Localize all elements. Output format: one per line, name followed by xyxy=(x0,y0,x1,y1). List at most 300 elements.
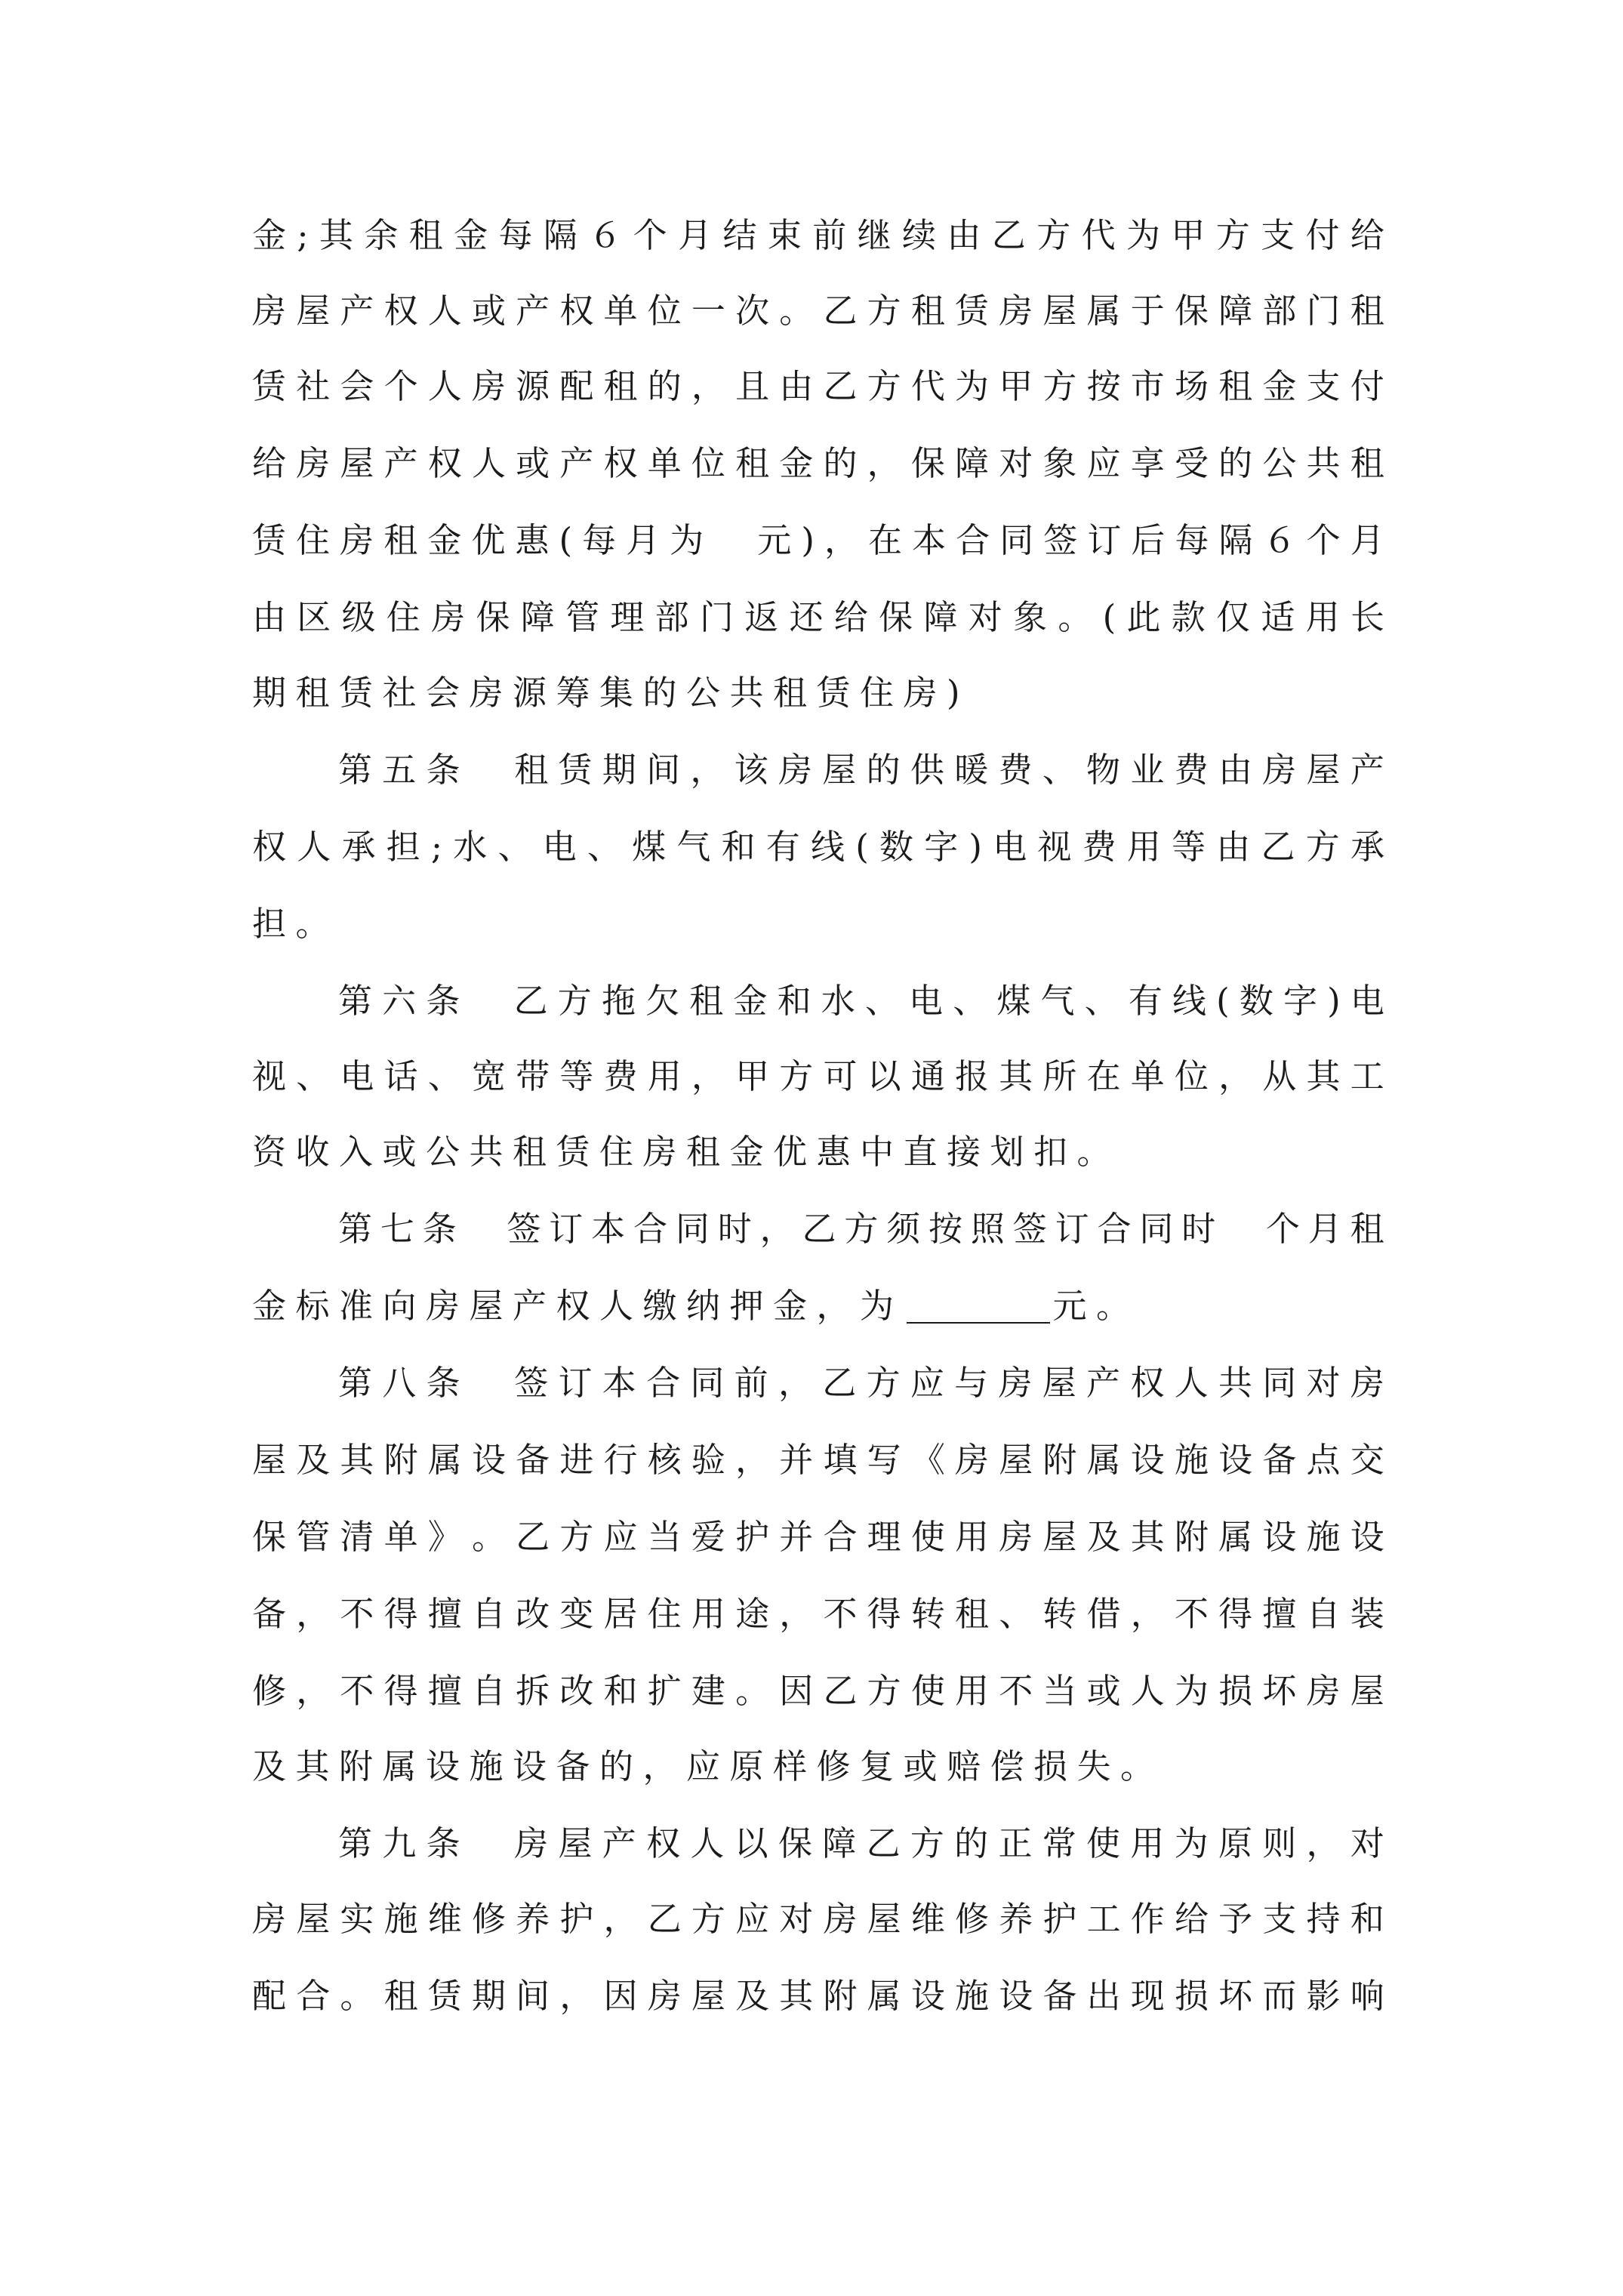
glyph: 房 xyxy=(998,1363,1033,1403)
glyph: 条 xyxy=(426,1823,460,1863)
glyph: 乙 xyxy=(802,1209,836,1249)
glyph: 门 xyxy=(699,597,734,637)
glyph: 保 xyxy=(476,597,510,637)
glyph: 改 xyxy=(559,1671,594,1711)
glyph: 同 xyxy=(690,1363,725,1403)
glyph: 及 xyxy=(1086,1517,1121,1557)
glyph: 给 xyxy=(1350,215,1384,255)
glyph: 款 xyxy=(1171,597,1206,637)
glyph: 房 xyxy=(1262,750,1297,790)
glyph: 气 xyxy=(1040,981,1075,1021)
text-line xyxy=(252,1052,1384,1101)
text-line xyxy=(252,439,1384,488)
glyph: 支 xyxy=(1262,1899,1297,1939)
glyph: 会 xyxy=(340,366,374,406)
glyph: 屋 xyxy=(1042,1517,1077,1557)
glyph: ) xyxy=(801,520,815,560)
glyph: 本 xyxy=(591,1209,626,1249)
glyph: 付 xyxy=(1350,366,1384,406)
text-segment: 担。 xyxy=(252,904,340,944)
glyph: 进 xyxy=(559,1440,594,1480)
glyph: 拖 xyxy=(601,981,636,1021)
text-line xyxy=(252,823,1384,871)
glyph: 。 xyxy=(1058,597,1092,637)
glyph: 产 xyxy=(1086,1363,1121,1403)
glyph: 以 xyxy=(867,1056,901,1096)
glyph: 不 xyxy=(340,1594,374,1634)
glyph: 和 xyxy=(777,981,812,1021)
glyph: 租 xyxy=(1218,366,1253,406)
glyph: 气 xyxy=(676,827,711,867)
glyph: 建 xyxy=(691,1671,725,1711)
glyph: 费 xyxy=(1082,827,1116,867)
glyph: 合 xyxy=(646,1363,681,1403)
glyph: 共 xyxy=(1218,1363,1252,1403)
glyph: 租 xyxy=(603,366,638,406)
glyph: 后 xyxy=(1131,520,1166,560)
glyph: 屋 xyxy=(691,1976,725,2016)
glyph: 对 xyxy=(779,1899,814,1939)
glyph: 。 xyxy=(735,1671,770,1711)
glyph: 人 xyxy=(297,827,331,867)
glyph: 每 xyxy=(582,520,617,560)
glyph: 、 xyxy=(497,827,532,867)
glyph: 有 xyxy=(1128,981,1163,1021)
glyph xyxy=(470,1359,504,1407)
glyph: 住 xyxy=(647,1594,682,1634)
glyph: 属 xyxy=(427,1440,462,1480)
glyph: 共 xyxy=(1306,443,1341,483)
glyph: 其 xyxy=(779,1976,814,2016)
glyph: 房 xyxy=(296,443,331,483)
glyph: 的 xyxy=(954,1823,989,1863)
glyph: 单 xyxy=(603,291,638,331)
glyph: ( xyxy=(1216,981,1230,1021)
glyph: 由 xyxy=(779,366,814,406)
glyph: 条 xyxy=(426,750,460,790)
glyph: 正 xyxy=(998,1823,1033,1863)
glyph: 障 xyxy=(520,597,555,637)
glyph: 租 xyxy=(689,981,724,1021)
glyph: 方 xyxy=(691,1899,725,1939)
glyph: 的 xyxy=(823,443,858,483)
glyph: 的 xyxy=(1218,443,1253,483)
glyph: 乙 xyxy=(823,1671,858,1711)
text-line xyxy=(252,1895,1384,1943)
glyph: 予 xyxy=(1218,1899,1253,1939)
glyph: 方 xyxy=(844,1209,879,1249)
glyph: 方 xyxy=(910,1823,944,1863)
glyph: 屋 xyxy=(1042,1363,1076,1403)
glyph: 乙 xyxy=(513,981,548,1021)
glyph: 房 xyxy=(647,1976,682,2016)
glyph: 线 xyxy=(1172,981,1206,1021)
glyph: 场 xyxy=(1174,366,1209,406)
glyph: 支 xyxy=(1306,366,1341,406)
glyph: 或 xyxy=(516,443,550,483)
glyph: 屋 xyxy=(252,1440,287,1480)
glyph: 象 xyxy=(1013,597,1048,637)
glyph: 变 xyxy=(559,1594,594,1634)
glyph: 常 xyxy=(1042,1823,1076,1863)
glyph: 签 xyxy=(1012,1209,1047,1249)
glyph: 行 xyxy=(603,1440,638,1480)
glyph: 部 xyxy=(1262,291,1297,331)
glyph: 个 xyxy=(1265,1209,1300,1249)
glyph: 照 xyxy=(970,1209,1005,1249)
glyph: 屋 xyxy=(296,291,331,331)
glyph: 住 xyxy=(386,597,420,637)
glyph: 。 xyxy=(779,291,814,331)
glyph: 对 xyxy=(999,443,1033,483)
glyph: 房 xyxy=(514,1823,549,1863)
glyph: 对 xyxy=(968,597,1002,637)
text-line xyxy=(338,977,1384,1025)
glyph: 还 xyxy=(789,597,824,637)
glyph: 。 xyxy=(340,1976,374,2016)
glyph: 护 xyxy=(559,1899,594,1939)
glyph: 损 xyxy=(1174,1976,1209,2016)
glyph: 权 xyxy=(603,443,638,483)
glyph: 其 xyxy=(319,215,353,255)
glyph: 电 xyxy=(340,1056,374,1096)
glyph: 本 xyxy=(602,1363,636,1403)
glyph: 坏 xyxy=(1262,1671,1297,1711)
glyph: 房 xyxy=(999,1517,1033,1557)
text-segment: 元。 xyxy=(1052,1286,1140,1326)
glyph: ， xyxy=(824,520,858,560)
glyph: 产 xyxy=(602,1823,636,1863)
glyph: 房 xyxy=(340,520,374,560)
glyph: 属 xyxy=(867,1976,901,2016)
glyph: 其 xyxy=(340,1440,374,1480)
glyph: 水 xyxy=(453,827,488,867)
text-line xyxy=(252,900,1384,948)
glyph: 欠 xyxy=(645,981,680,1021)
glyph: 用 xyxy=(647,1056,682,1096)
glyph: 方 xyxy=(866,1363,901,1403)
glyph: 为 xyxy=(1126,215,1160,255)
glyph: 权 xyxy=(252,827,287,867)
glyph: 该 xyxy=(734,750,768,790)
glyph: 暖 xyxy=(954,750,989,790)
glyph: 代 xyxy=(910,366,945,406)
glyph: 仅 xyxy=(1216,597,1251,637)
glyph: ， xyxy=(759,1209,794,1249)
glyph: 设 xyxy=(1262,1517,1297,1557)
glyph: 用 xyxy=(1130,1823,1165,1863)
glyph: ; xyxy=(297,215,309,255)
glyph: 话 xyxy=(383,1056,418,1096)
glyph xyxy=(470,746,504,794)
glyph: 位 xyxy=(1174,1056,1209,1096)
glyph: 等 xyxy=(1172,827,1206,867)
glyph: 出 xyxy=(1086,1976,1121,2016)
glyph: 社 xyxy=(296,366,331,406)
glyph: 合 xyxy=(633,1209,668,1249)
glyph: 位 xyxy=(647,291,682,331)
glyph: 保 xyxy=(1174,291,1209,331)
glyph: 备 xyxy=(1262,1440,1297,1480)
glyph: 权 xyxy=(427,443,462,483)
glyph: 住 xyxy=(296,520,331,560)
glyph: 金 xyxy=(1262,366,1297,406)
text-line xyxy=(252,516,1384,565)
deposit-amount-blank xyxy=(907,1289,1050,1324)
glyph: 产 xyxy=(340,291,374,331)
text-line xyxy=(252,1590,1384,1638)
glyph: 金 xyxy=(733,981,768,1021)
glyph: 受 xyxy=(1174,443,1209,483)
glyph: 赁 xyxy=(955,291,990,331)
glyph: 方 xyxy=(779,1056,814,1096)
glyph: 第 xyxy=(338,1823,373,1863)
glyph: 、 xyxy=(296,1056,331,1096)
glyph: 第 xyxy=(338,981,373,1021)
glyph: ， xyxy=(559,1976,594,2016)
glyph: 结 xyxy=(722,215,757,255)
glyph: 个 xyxy=(1306,520,1341,560)
glyph: 通 xyxy=(910,1056,945,1096)
glyph: 乙 xyxy=(866,1823,901,1863)
glyph: 响 xyxy=(1350,1976,1384,2016)
glyph: 产 xyxy=(516,291,550,331)
glyph: 屋 xyxy=(999,1440,1033,1480)
glyph: 应 xyxy=(1086,443,1121,483)
glyph: 当 xyxy=(1042,1671,1077,1711)
glyph: 间 xyxy=(646,750,681,790)
text-line xyxy=(252,1282,1384,1330)
glyph: 间 xyxy=(516,1976,550,2016)
glyph: 隔 xyxy=(1218,520,1253,560)
text-line xyxy=(338,746,1384,794)
glyph xyxy=(465,1205,499,1253)
glyph: ， xyxy=(690,750,725,790)
glyph: 由 xyxy=(1218,750,1252,790)
text-line xyxy=(252,1743,1384,1791)
glyph: 市 xyxy=(1130,366,1165,406)
glyph: 障 xyxy=(822,1823,857,1863)
glyph: 月 xyxy=(1350,520,1384,560)
glyph: 于 xyxy=(1130,291,1165,331)
glyph: 甲 xyxy=(735,1056,770,1096)
glyph: 持 xyxy=(1306,1899,1341,1939)
glyph: 月 xyxy=(1307,1209,1342,1249)
glyph: 付 xyxy=(1305,215,1340,255)
text-line xyxy=(252,1436,1384,1484)
glyph: 签 xyxy=(507,1209,541,1249)
glyph: 应 xyxy=(603,1517,638,1557)
glyph: 屋 xyxy=(1042,291,1077,331)
glyph: 验 xyxy=(691,1440,725,1480)
glyph: 电 xyxy=(1350,981,1384,1021)
text-segment: 及其附属设施设备的，应原样修复或赔偿损失。 xyxy=(252,1746,1164,1786)
glyph: 物 xyxy=(1086,750,1121,790)
text-line xyxy=(252,669,1384,717)
glyph: 人 xyxy=(1130,1671,1165,1711)
glyph: 次 xyxy=(735,291,770,331)
glyph: 时 xyxy=(717,1209,752,1249)
glyph: 电 xyxy=(542,827,577,867)
glyph: 线 xyxy=(811,827,845,867)
glyph: 条 xyxy=(422,1209,457,1249)
glyph xyxy=(470,1820,504,1868)
glyph: 配 xyxy=(559,366,594,406)
glyph: 长 xyxy=(1350,597,1384,637)
glyph: 须 xyxy=(886,1209,921,1249)
glyph: ６ xyxy=(1262,520,1297,560)
glyph: ， xyxy=(1130,1594,1165,1634)
glyph: 和 xyxy=(603,1671,638,1711)
glyph: 方 xyxy=(867,1671,901,1711)
glyph: 写 xyxy=(867,1440,901,1480)
glyph: 设 xyxy=(1130,1440,1165,1480)
glyph: 因 xyxy=(603,1976,638,2016)
glyph: 单 xyxy=(647,443,682,483)
glyph: 保 xyxy=(252,1517,287,1557)
glyph: 附 xyxy=(383,1440,418,1480)
glyph: 及 xyxy=(735,1976,770,2016)
glyph: 给 xyxy=(833,597,868,637)
glyph: 赁 xyxy=(252,366,287,406)
glyph: 《 xyxy=(910,1440,945,1480)
glyph: 甲 xyxy=(999,366,1033,406)
glyph: 为 xyxy=(670,520,704,560)
glyph: 束 xyxy=(767,215,802,255)
glyph: 施 xyxy=(1306,1517,1341,1557)
glyph: 点 xyxy=(1306,1440,1341,1480)
glyph: ， xyxy=(691,1056,725,1096)
glyph: ， xyxy=(779,1594,814,1634)
glyph: 、 xyxy=(999,1594,1033,1634)
glyph: 视 xyxy=(1037,827,1072,867)
glyph: 人 xyxy=(1174,1363,1209,1403)
glyph: ; xyxy=(430,827,443,867)
glyph: 级 xyxy=(341,597,376,637)
glyph: 房 xyxy=(778,750,812,790)
glyph: 用 xyxy=(955,1517,990,1557)
glyph: 屋 xyxy=(558,1823,593,1863)
glyph: 第 xyxy=(338,1363,373,1403)
glyph: 设 xyxy=(1218,1440,1253,1480)
glyph: 同 xyxy=(1262,1363,1297,1403)
glyph: 余 xyxy=(364,215,399,255)
glyph: 居 xyxy=(603,1594,638,1634)
glyph: 、 xyxy=(1042,750,1076,790)
glyph: 金 xyxy=(427,520,462,560)
glyph: 为 xyxy=(1174,1823,1209,1863)
glyph: 单 xyxy=(383,1517,418,1557)
glyph: 乙 xyxy=(823,366,858,406)
glyph: 煤 xyxy=(996,981,1031,1021)
text-line xyxy=(338,1359,1384,1407)
text-line xyxy=(252,593,1384,642)
glyph: 承 xyxy=(341,827,376,867)
glyph: 由 xyxy=(252,597,287,637)
glyph: 订 xyxy=(558,1363,593,1403)
glyph: 字 xyxy=(924,827,959,867)
glyph: 工 xyxy=(1350,1056,1384,1096)
glyph: 理 xyxy=(610,597,645,637)
glyph: 六 xyxy=(382,981,417,1021)
glyph: 方 xyxy=(1036,215,1071,255)
glyph: 惠 xyxy=(515,520,550,560)
text-line xyxy=(252,362,1384,411)
glyph: 合 xyxy=(823,1517,858,1557)
glyph: ( xyxy=(559,520,572,560)
glyph: 继 xyxy=(857,215,892,255)
glyph: 施 xyxy=(1174,1440,1209,1480)
glyph: 期 xyxy=(471,1976,506,2016)
glyph: 护 xyxy=(1042,1899,1077,1939)
glyph: 人 xyxy=(427,366,462,406)
glyph: 其 xyxy=(1130,1517,1165,1557)
glyph: 签 xyxy=(1043,520,1078,560)
glyph: 屋 xyxy=(822,750,857,790)
glyph: 房 xyxy=(955,1440,990,1480)
glyph: 第 xyxy=(338,1209,373,1249)
glyph: 前 xyxy=(734,1363,768,1403)
glyph: 途 xyxy=(735,1594,770,1634)
glyph: 费 xyxy=(1174,750,1209,790)
glyph: 用 xyxy=(1126,827,1161,867)
glyph: 每 xyxy=(498,215,533,255)
glyph: 乙 xyxy=(991,215,1026,255)
glyph: 或 xyxy=(1086,1671,1121,1711)
glyph: 或 xyxy=(471,291,506,331)
glyph: 施 xyxy=(383,1899,418,1939)
glyph: 备 xyxy=(1042,1976,1077,2016)
glyph: 月 xyxy=(678,215,713,255)
glyph: 对 xyxy=(1350,1823,1384,1863)
glyph: 自 xyxy=(471,1594,506,1634)
glyph: 房 xyxy=(1306,1671,1341,1711)
glyph: 属 xyxy=(1086,1440,1121,1480)
glyph xyxy=(470,977,504,1025)
glyph: 从 xyxy=(1262,1056,1297,1096)
glyph: 并 xyxy=(779,1517,814,1557)
glyph: 交 xyxy=(1350,1440,1384,1480)
glyph: 和 xyxy=(721,827,756,867)
glyph: 并 xyxy=(779,1440,814,1480)
glyph: 方 xyxy=(867,366,901,406)
glyph: 坏 xyxy=(1218,1976,1253,2016)
glyph: 房 xyxy=(252,1899,287,1939)
glyph: 房 xyxy=(999,291,1033,331)
text-line xyxy=(252,1667,1384,1715)
glyph: 同 xyxy=(999,520,1034,560)
glyph: 电 xyxy=(993,827,1027,867)
glyph: ， xyxy=(735,1440,770,1480)
glyph: 八 xyxy=(382,1363,417,1403)
glyph: ， xyxy=(691,366,725,406)
glyph: 费 xyxy=(603,1056,638,1096)
glyph: 养 xyxy=(999,1899,1033,1939)
glyph: 影 xyxy=(1306,1976,1341,2016)
glyph: 则 xyxy=(1262,1823,1297,1863)
glyph: 用 xyxy=(691,1594,725,1634)
glyph: 合 xyxy=(296,1976,331,2016)
glyph: 乙 xyxy=(1261,827,1295,867)
glyph: 此 xyxy=(1126,597,1161,637)
glyph: 个 xyxy=(383,366,418,406)
glyph: 核 xyxy=(647,1440,682,1480)
glyph: 房 xyxy=(1350,1363,1384,1403)
glyph: 设 xyxy=(999,1976,1033,2016)
glyph: 和 xyxy=(1350,1899,1384,1939)
glyph: 扩 xyxy=(647,1671,682,1711)
glyph: 保 xyxy=(879,597,913,637)
